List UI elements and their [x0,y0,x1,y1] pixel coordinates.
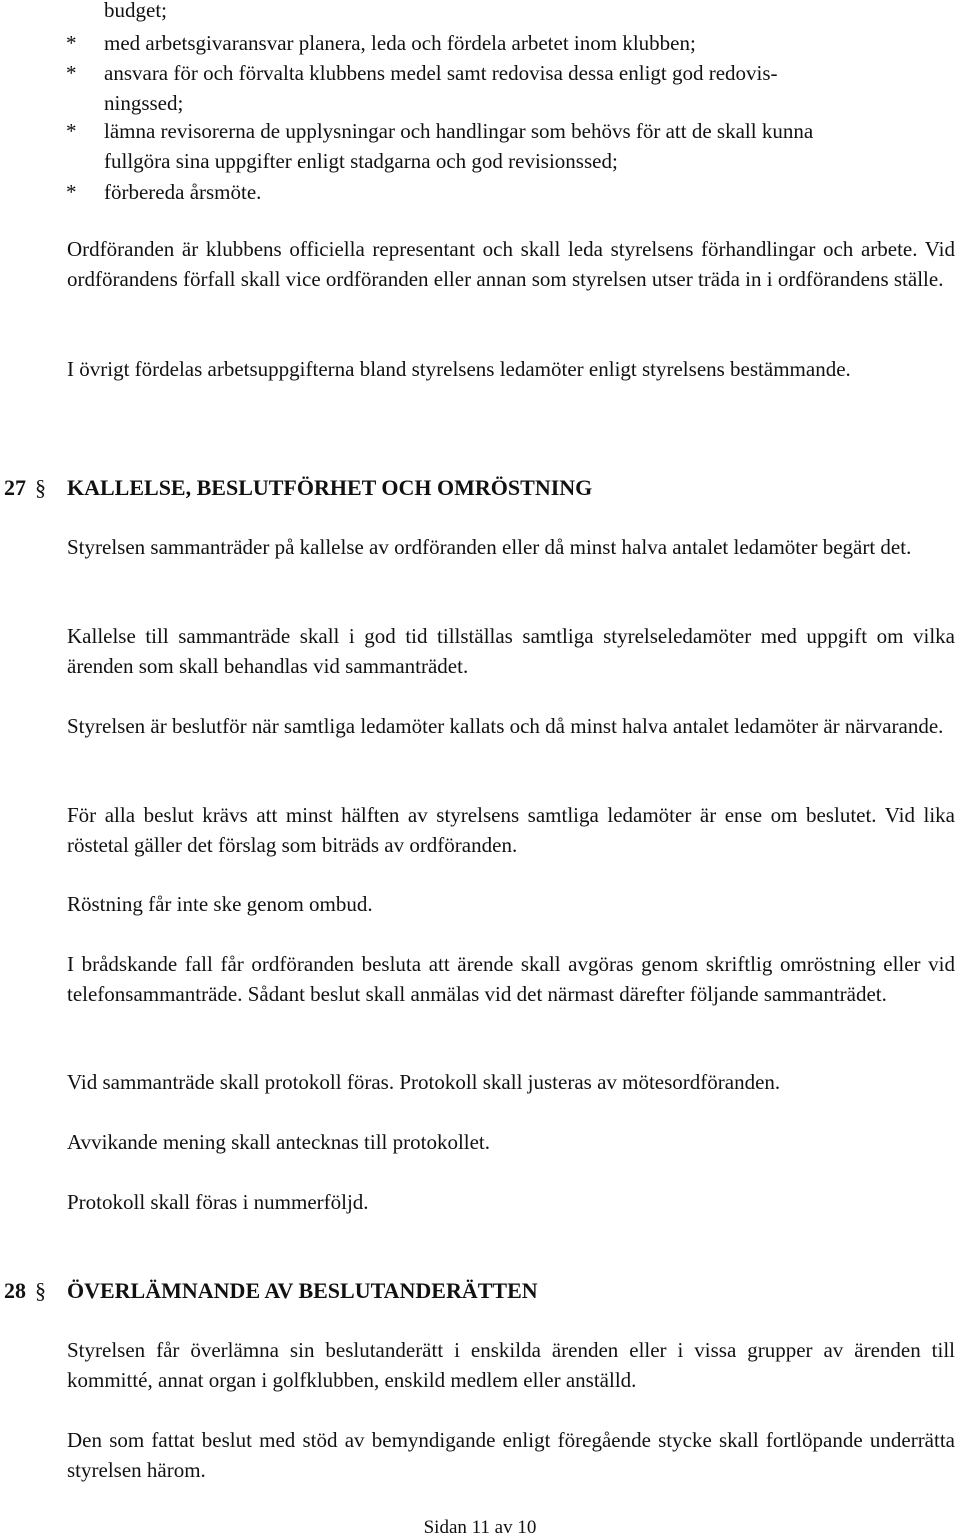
section-sign: § [35,475,46,500]
paragraph: I övrigt fördelas arbetsuppgifterna bland styrelsens ledamöter enligt styrelsens bestämmande. [67,357,851,381]
paragraph: Den som fattat beslut med stöd av bemyndigande enligt föregående stycke skall fortlöpande underrätta styrelsen härom. [67,1428,955,1482]
page-number: Sidan 11 av 10 [423,1517,537,1538]
paragraph: Styrelsen sammanträder på kallelse av ordföranden eller då minst halva antalet ledamöter begärt det. [67,535,912,559]
section-sign: § [35,1278,46,1303]
document-page: budget; * med arbetsgivaransvar planera, leda och fördela arbetet inom klubben; * ansvara för och förvalta klubbens medel samt redovisa dessa enligt god redovis- ningssed; * lämna revisorerna de upplysningar och handlingar som behövs för att de skall kunna fullgöra sina uppgifter enligt stadgarna och god revisionssed; * förbereda årsmöte. Ordföranden är klubbens officiella representant och skall leda styrelsens förhandlingar och arbete. Vid ordförandens förfall skall vice ordföranden eller annan som styrelsen utser träda in i ordförandens ställe. I övrigt fördelas arbetsuppgifterna bland styrelsens ledamöter enligt styrelsens bestämmande. 27 § KALLELSE, BESLUTFÖRHET OCH OMRÖSTNING Styrelsen sammanträder på kallelse av ordföranden eller då minst halva antalet ledamöter begärt det. Kallelse till sammanträde skall i god tid tillställas samtliga styrelseledamöter med uppgift om vilka ärenden som skall behandlas vid sammanträdet. Styrelsen är beslutför när samtliga ledamöter kallats och då minst halva antalet ledamöter är närvarande. För alla beslut krävs att minst hälften av styrelsens samtliga ledamöter är ense om beslutet. Vid lika röstetal gäller det förslag som biträds av ordföranden. Röstning får inte ske genom ombud. I brådskande fall får ordföranden besluta att ärende skall avgöras genom skriftlig omröstning eller vid telefonsammanträde. Sådant beslut skall anmälas vid det närmast därefter följande sammanträdet. Vid sammanträde skall protokoll föras. Protokoll skall justeras av mötesordföranden. Avvikande mening skall antecknas till protokollet. Protokoll skall föras i nummerföljd. 28 § ÖVERLÄMNANDE AV BESLUTANDERÄTTEN Styrelsen får överlämna sin beslutanderätt i enskilda ärenden eller i vissa grupper av ärenden till kommitté, annat organ i golfklubben, enskild medlem eller anställd. Den som fattat beslut med stöd av bemyndigande enligt föregående stycke skall fortlöpande underrätta styrelsen härom. Sidan 11 av 10 [0,0,960,1537]
paragraph: Styrelsen är beslutför när samtliga ledamöter kallats och då minst halva antalet ledamöter är närvarande. [67,714,944,738]
paragraph: Protokoll skall föras i nummerföljd. [67,1190,369,1214]
paragraph: För alla beslut krävs att minst hälften av styrelsens samtliga ledamöter är ense om beslutet. Vid lika röstetal gäller det förslag som biträds av ordföranden. [67,803,955,857]
paragraph: Röstning får inte ske genom ombud. [67,892,373,916]
paragraph: I brådskande fall får ordföranden besluta att ärende skall avgöras genom skriftlig omröstning eller vid telefonsammanträde. Sådant beslut skall anmälas vid det närmast därefter följande sammanträdet. [67,952,955,1006]
paragraph: Ordföranden är klubbens officiella representant och skall leda styrelsens förhandlingar och arbete. Vid ordförandens förfall skall vice ordföranden eller annan som styrelsen utser träda in i ordförandens ställe. [67,237,955,291]
paragraph: Avvikande mening skall antecknas till protokollet. [67,1130,491,1154]
paragraph: Vid sammanträde skall protokoll föras. Protokoll skall justeras av mötesordföranden. [67,1070,781,1094]
paragraph: Kallelse till sammanträde skall i god tid tillställas samtliga styrelseledamöter med uppgift om vilka ärenden som skall behandlas vid sammanträdet. [67,624,955,678]
paragraph: Styrelsen får överlämna sin beslutanderätt i enskilda ärenden eller i vissa grupper av ärenden till kommitté, annat organ i golfklubben, enskild medlem eller anställd. [67,1338,955,1392]
